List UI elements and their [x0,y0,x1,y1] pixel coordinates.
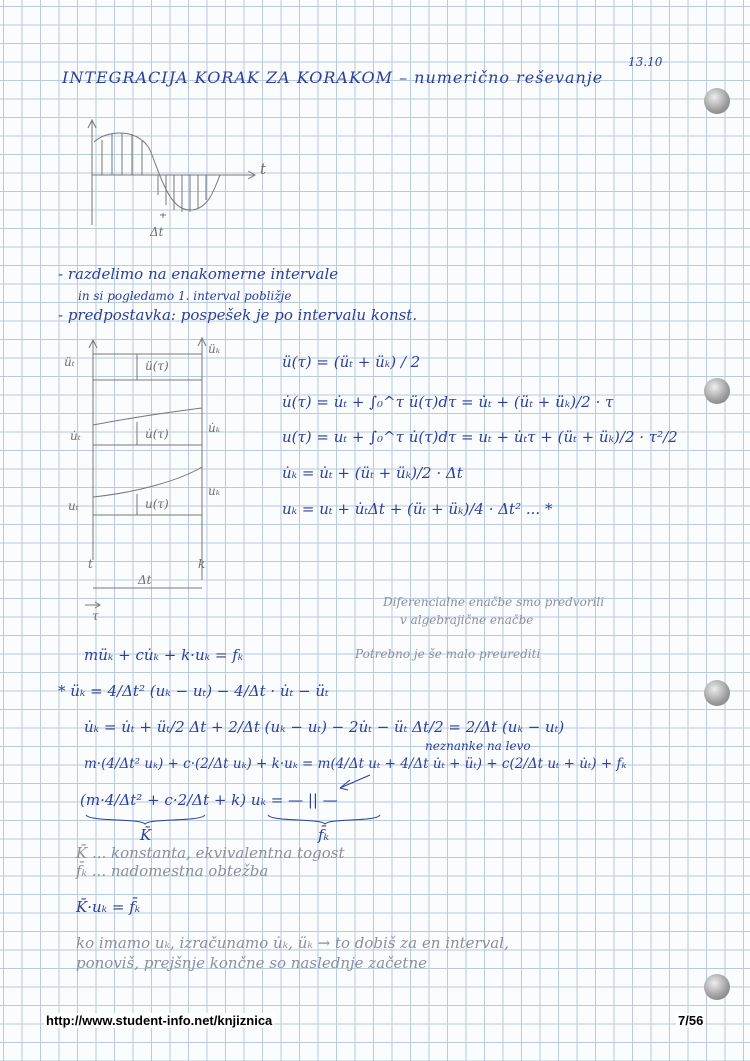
brace-fk [268,815,380,824]
bullet-sub: in si pogledamo 1. interval pobližje [78,289,292,303]
disp-fn-label: u(τ) [145,497,169,511]
equation-vel-k: u̇ₖ = u̇ₜ + (üₜ + üₖ)/2 · Δt [282,464,463,482]
definition-k: K̄ ... konstanta, ekvivalentna togost [76,844,345,862]
note-differential: Diferencialne enačbe smo predvorili [383,595,605,609]
tau-arrow [85,602,100,608]
disp-right-label: uₖ [208,484,221,498]
page-number: 7/56 [678,1013,704,1028]
note-rearrange: Potrebno je še malo preurediti [355,647,541,661]
bullet-1: - razdelimo na enakomerne intervale [58,265,339,283]
t-axis-label: t [260,160,267,178]
equation-acc: ü(τ) = (üₜ + üₖ) / 2 [282,353,421,371]
note-unknowns: neznanke na levo [425,739,531,753]
brace-k [86,815,205,824]
closing-line-2: ponoviš, prejšnje končne so naslednje začetne [76,954,427,972]
equation-disp-k: uₖ = uₜ + u̇ₜΔt + (üₜ + üₖ)/4 · Δt² ... * [282,500,553,518]
vel-left-label: u̇ₜ [70,429,81,443]
closing-line-1: ko imamo uₖ, izračunamo u̇ₖ, üₖ → to dobiš za en interval, [76,934,509,952]
equation-vel-k2: u̇ₖ = u̇ₜ + üₜ/2 Δt + 2/Δt (uₖ − uₜ) − 2u̇ₜ − üₜ Δt/2 = 2/Δt (uₖ − uₜ) [84,718,565,736]
vel-fn-label: u̇(τ) [145,427,169,441]
note-algebraic: v algebrajične enačbe [400,613,534,627]
diagram2-right-axis [198,338,206,580]
acc-left-label: üₜ [64,355,75,369]
interval-label: Δt [138,573,152,587]
equation-acc-k: * üₖ = 4/Δt² (uₖ − uₜ) − 4/Δt · u̇ₜ − üₜ [58,682,329,700]
tau-label: τ [92,609,99,623]
brace-label-fk: f̄ₖ [318,826,330,844]
equation-disp: u(τ) = uₜ + ∫₀^τ u̇(τ)dτ = uₜ + u̇ₜτ + (üₜ + üₖ)/2 · τ²/2 [282,428,678,446]
end-label: k [198,557,206,571]
diagram1-curve [94,133,220,210]
equation-vel: u̇(τ) = u̇ₜ + ∫₀^τ ü(τ)dτ = u̇ₜ + (üₜ + üₖ)/2 · τ [282,393,614,411]
arrow-note [340,775,370,790]
start-label: t [88,557,93,571]
equation-substituted: m·(4/Δt² uₖ) + c·(2/Δt uₖ) + k·uₖ = m(4/Δt uₜ + 4/Δt u̇ₜ + üₜ) + c(2/Δt uₜ + u̇ₜ) + fₖ [84,756,627,772]
acc-fn-label: ü(τ) [145,359,169,373]
final-equation: K̄·uₖ = f̄ₖ [76,898,141,916]
date: 13.10 [628,55,663,69]
acc-right-label: üₖ [208,342,221,356]
equation-motion: müₖ + cu̇ₖ + k·uₖ = fₖ [84,646,244,664]
footer-url[interactable]: http://www.student-info.net/knjiznica [46,1013,273,1028]
diagram2-left-axis [89,340,97,560]
delta-t-label: Δt [150,225,164,239]
definition-fk: f̄ₖ ... nadomestna obtežba [76,862,269,880]
vel-right-label: u̇ₖ [208,421,221,435]
disp-left-label: uₜ [68,499,79,513]
page-title: INTEGRACIJA KORAK ZA KORAKOM – numerično reševanje [62,68,604,87]
equation-grouped: (m·4/Δt² + c·2/Δt + k) uₖ = — || — [80,791,338,809]
diagram1-hatching [102,133,206,212]
brace-label-k: K̄ [140,826,152,844]
bullet-2: - predpostavka: pospešek je po intervalu konst. [58,306,418,324]
diagram1-y-axis [88,120,96,225]
